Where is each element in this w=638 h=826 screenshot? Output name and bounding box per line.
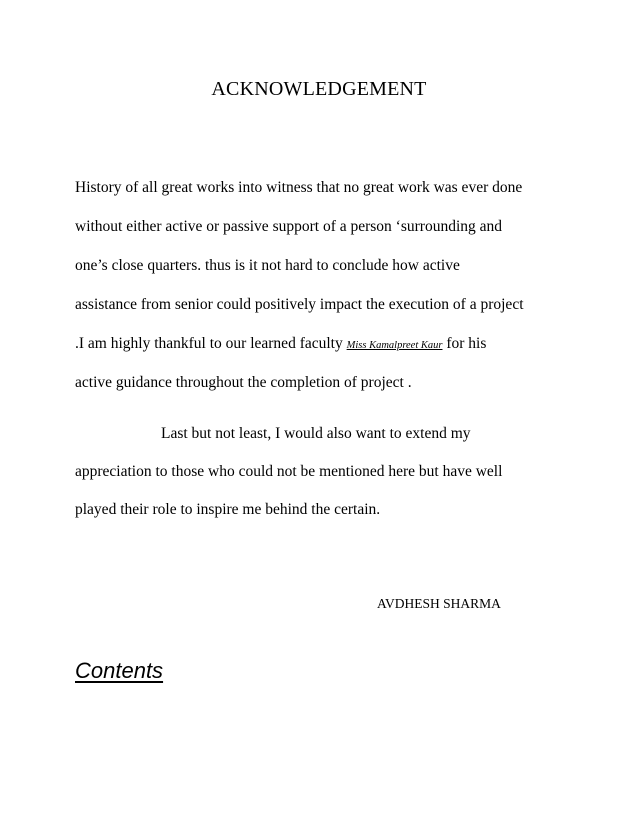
paragraph2-line1: Last but not least, I would also want to extend my bbox=[161, 425, 471, 442]
signature-name: AVDHESH SHARMA bbox=[377, 596, 501, 611]
paragraph1-line4: assistance from senior could positively impact the execution of a project bbox=[75, 296, 524, 313]
paragraph2-line3: played their role to inspire me behind the certain. bbox=[75, 501, 381, 518]
line5-after-text: for his bbox=[442, 335, 487, 352]
paragraph1-line6: active guidance throughout the completion of project . bbox=[75, 374, 412, 391]
page-title: ACKNOWLEDGEMENT bbox=[211, 78, 427, 100]
paragraph1-line3: one’s close quarters. thus is it not hard to conclude how active bbox=[75, 257, 460, 274]
line5-before-text: .I am highly thankful to our learned faculty bbox=[75, 335, 347, 352]
contents-heading: Contents bbox=[75, 658, 164, 683]
paragraph1-line1: History of all great works into witness that no great work was ever done bbox=[75, 179, 523, 196]
paragraph1-line2: without either active or passive support of a person ‘surrounding and bbox=[75, 218, 503, 235]
faculty-name: Miss Kamalpreet Kaur bbox=[346, 340, 443, 351]
paragraph2-line2: appreciation to those who could not be mentioned here but have well bbox=[75, 463, 503, 480]
paragraph1-line5 bbox=[75, 334, 486, 356]
